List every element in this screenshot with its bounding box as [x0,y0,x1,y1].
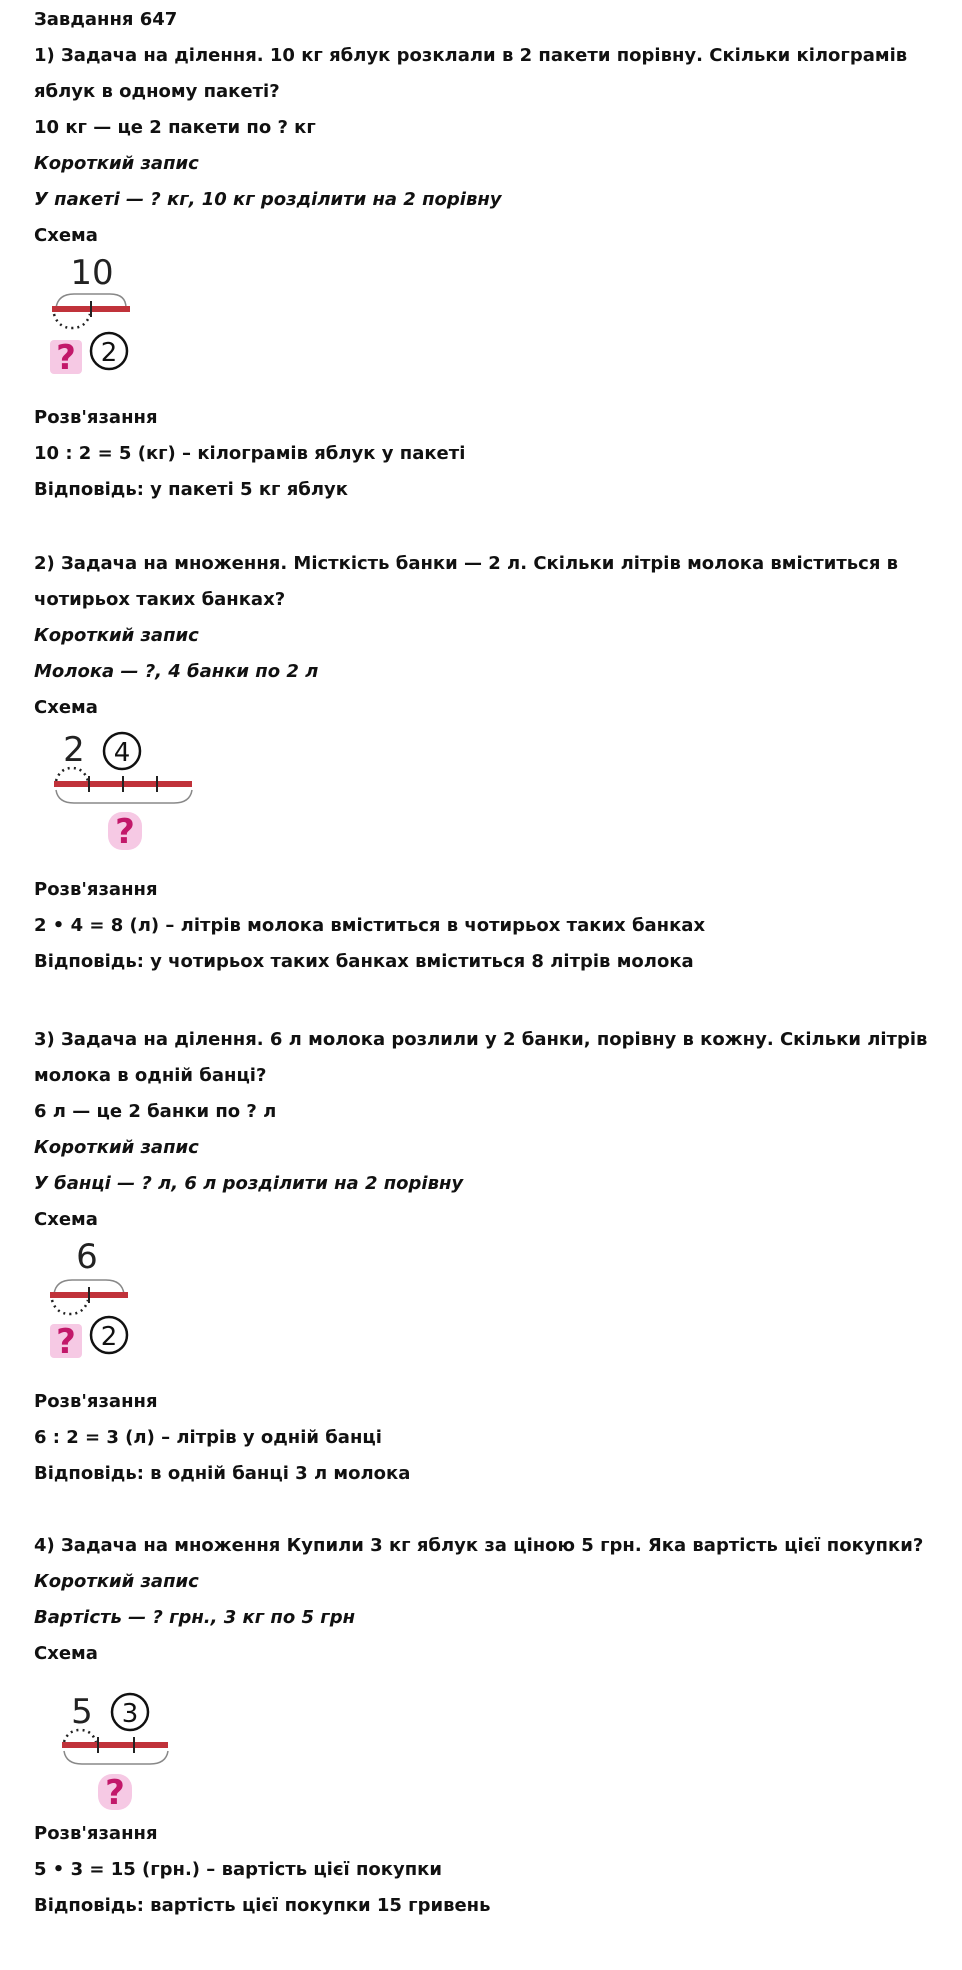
task3-scheme-total: 6 [76,1237,98,1277]
task1-solution-label: Розв'язання [34,407,158,428]
task2-brief: Молока — ?, 4 банки по 2 л [34,661,319,682]
page-title: Завдання 647 [34,9,178,30]
task2-scheme-part-value: 2 [63,730,85,770]
task3-solution-label: Розв'язання [34,1391,158,1412]
task3-brief: У банці — ? л, 6 л розділити на 2 порівну [34,1173,464,1194]
task2-answer: Відповідь: у чотирьох таких банках вміститься 8 літрів молока [34,951,694,972]
task1-scheme-label: Схема [34,225,98,246]
task1-scheme-part-brace [54,314,90,328]
task2-solution: 2 • 4 = 8 (л) – літрів молока вміститься в чотирьох таких банках [34,915,706,936]
task4-solution-label: Розв'язання [34,1823,158,1844]
task1-statement: 1) Задача на ділення. 10 кг яблук розклали в 2 пакети порівну. Скільки кілограмів яблук в одному пакеті? [34,45,908,102]
task3-brief-label: Короткий запис [34,1137,199,1158]
task3-scheme-label: Схема [34,1209,98,1230]
task4-statement: 4) Задача на множення Купили 3 кг яблук за ціною 5 грн. Яка вартість цієї покупки? [34,1535,924,1556]
task2-solution-label: Розв'язання [34,879,158,900]
task4-brief: Вартість — ? грн., 3 кг по 5 грн [34,1607,356,1628]
task1-brief-label: Короткий запис [34,153,199,174]
task1-answer: Відповідь: у пакеті 5 кг яблук [34,479,348,500]
task4-answer: Відповідь: вартість цієї покупки 15 гривень [34,1895,491,1916]
task1-scheme-count: 2 [100,338,118,368]
task3-statement: 3) Задача на ділення. 6 л молока розлили у 2 банки, порівну в кожну. Скільки літрів молока в одній банці? [34,1029,928,1086]
task1-solution: 10 : 2 = 5 (кг) – кілограмів яблук у пакеті [34,443,466,464]
task3-scheme-count: 2 [100,1322,118,1352]
task2-scheme-count: 4 [113,738,131,768]
task1-scheme-question-icon: ? [56,338,76,378]
task3-scheme-question-icon: ? [56,1322,76,1362]
task4-scheme-brace [64,1751,168,1764]
task2-brief-label: Короткий запис [34,625,199,646]
task2-scheme-label: Схема [34,697,98,718]
task4-brief-label: Короткий запис [34,1571,199,1592]
task3-solution: 6 : 2 = 3 (л) – літрів у одній банці [34,1427,382,1448]
task1-rephrase: 10 кг — це 2 пакети по ? кг [34,117,316,138]
task1-scheme [40,248,150,378]
task2-scheme [50,728,210,858]
task3-answer: Відповідь: в одній банці 3 л молока [34,1463,411,1484]
task4-scheme-label: Схема [34,1643,98,1664]
task2-scheme-question-icon: ? [115,812,135,852]
task4-solution: 5 • 3 = 15 (грн.) – вартість цієї покупки [34,1859,442,1880]
task3-scheme [40,1232,150,1362]
task4-scheme-part-value: 5 [71,1692,93,1732]
task3-rephrase: 6 л — це 2 банки по ? л [34,1101,277,1122]
task2-statement: 2) Задача на множення. Місткість банки — 2 л. Скільки літрів молока вміститься в чотирьох таких банках? [34,553,899,610]
task4-scheme [56,1686,186,1816]
task1-scheme-total: 10 [70,253,114,293]
task4-scheme-question-icon: ? [105,1773,125,1813]
task3-scheme-part-brace [52,1300,88,1314]
task4-scheme-count: 3 [121,1699,139,1729]
task1-brief: У пакеті — ? кг, 10 кг розділити на 2 порівну [34,189,502,210]
